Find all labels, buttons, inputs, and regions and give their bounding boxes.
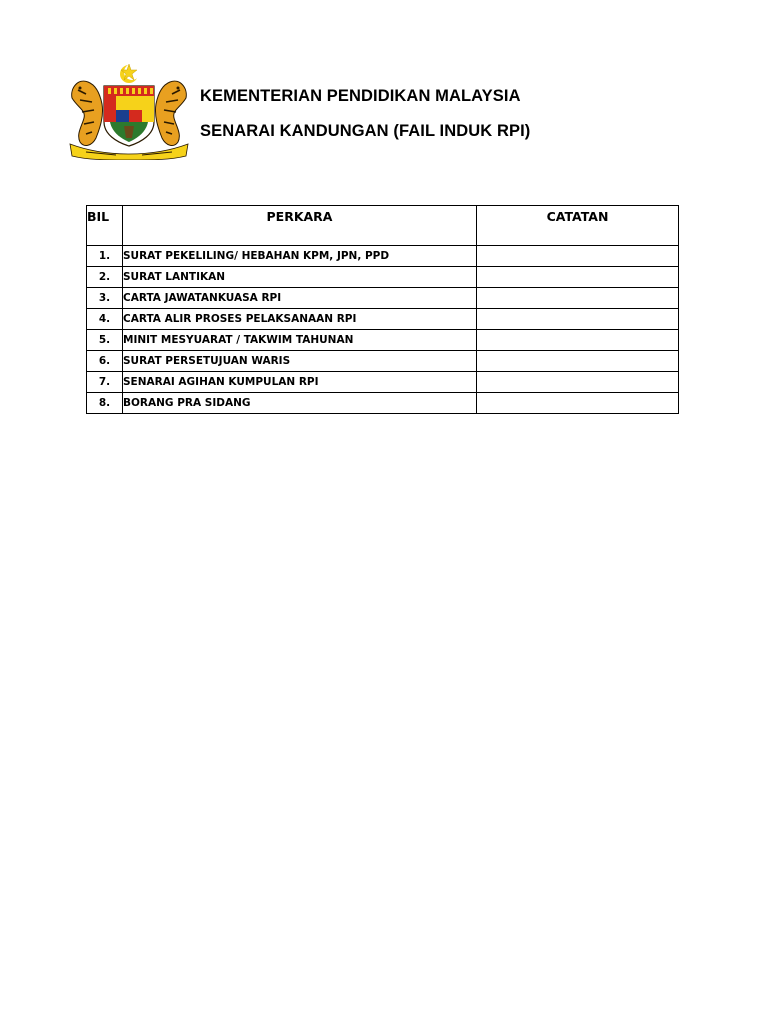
right-tiger-icon (155, 81, 186, 145)
table-row (87, 246, 679, 267)
row-remarks (477, 246, 679, 267)
row-number: 6. (87, 351, 123, 372)
malaysia-coat-of-arms-icon (66, 60, 192, 160)
row-remarks (477, 309, 679, 330)
row-remarks (477, 288, 679, 309)
table-row (87, 393, 679, 414)
row-remarks (477, 267, 679, 288)
row-remarks (477, 330, 679, 351)
table-row (87, 309, 679, 330)
row-number: 2. (87, 267, 123, 288)
row-item: BORANG PRA SIDANG (123, 393, 477, 414)
row-number: 1. (87, 246, 123, 267)
row-item: CARTA ALIR PROSES PELAKSANAAN RPI (123, 309, 477, 330)
row-number: 5. (87, 330, 123, 351)
table-row (87, 351, 679, 372)
ministry-title: KEMENTERIAN PENDIDIKAN MALAYSIA (200, 87, 521, 105)
row-item: CARTA JAWATANKUASA RPI (123, 288, 477, 309)
row-remarks (477, 351, 679, 372)
crescent-star-icon (120, 64, 140, 83)
table-header-row (87, 206, 679, 246)
row-remarks (477, 393, 679, 414)
row-remarks (477, 372, 679, 393)
row-item: SURAT PEKELILING/ HEBAHAN KPM, JPN, PPD (123, 246, 477, 267)
row-number: 3. (87, 288, 123, 309)
column-header-perkara: PERKARA (123, 206, 477, 246)
row-number: 8. (87, 393, 123, 414)
table-row (87, 267, 679, 288)
table-body (87, 246, 679, 414)
column-header-catatan: CATATAN (477, 206, 679, 246)
row-item: SENARAI AGIHAN KUMPULAN RPI (123, 372, 477, 393)
row-item: SURAT PERSETUJUAN WARIS (123, 351, 477, 372)
left-tiger-icon (72, 81, 103, 145)
shield-icon (104, 86, 154, 146)
row-number: 7. (87, 372, 123, 393)
table-row (87, 372, 679, 393)
table-row (87, 288, 679, 309)
row-item: MINIT MESYUARAT / TAKWIM TAHUNAN (123, 330, 477, 351)
column-header-bil: BIL (87, 206, 123, 246)
document-title: SENARAI KANDUNGAN (FAIL INDUK RPI) (200, 122, 531, 140)
row-item: SURAT LANTIKAN (123, 267, 477, 288)
contents-table (86, 205, 679, 414)
row-number: 4. (87, 309, 123, 330)
table-row (87, 330, 679, 351)
